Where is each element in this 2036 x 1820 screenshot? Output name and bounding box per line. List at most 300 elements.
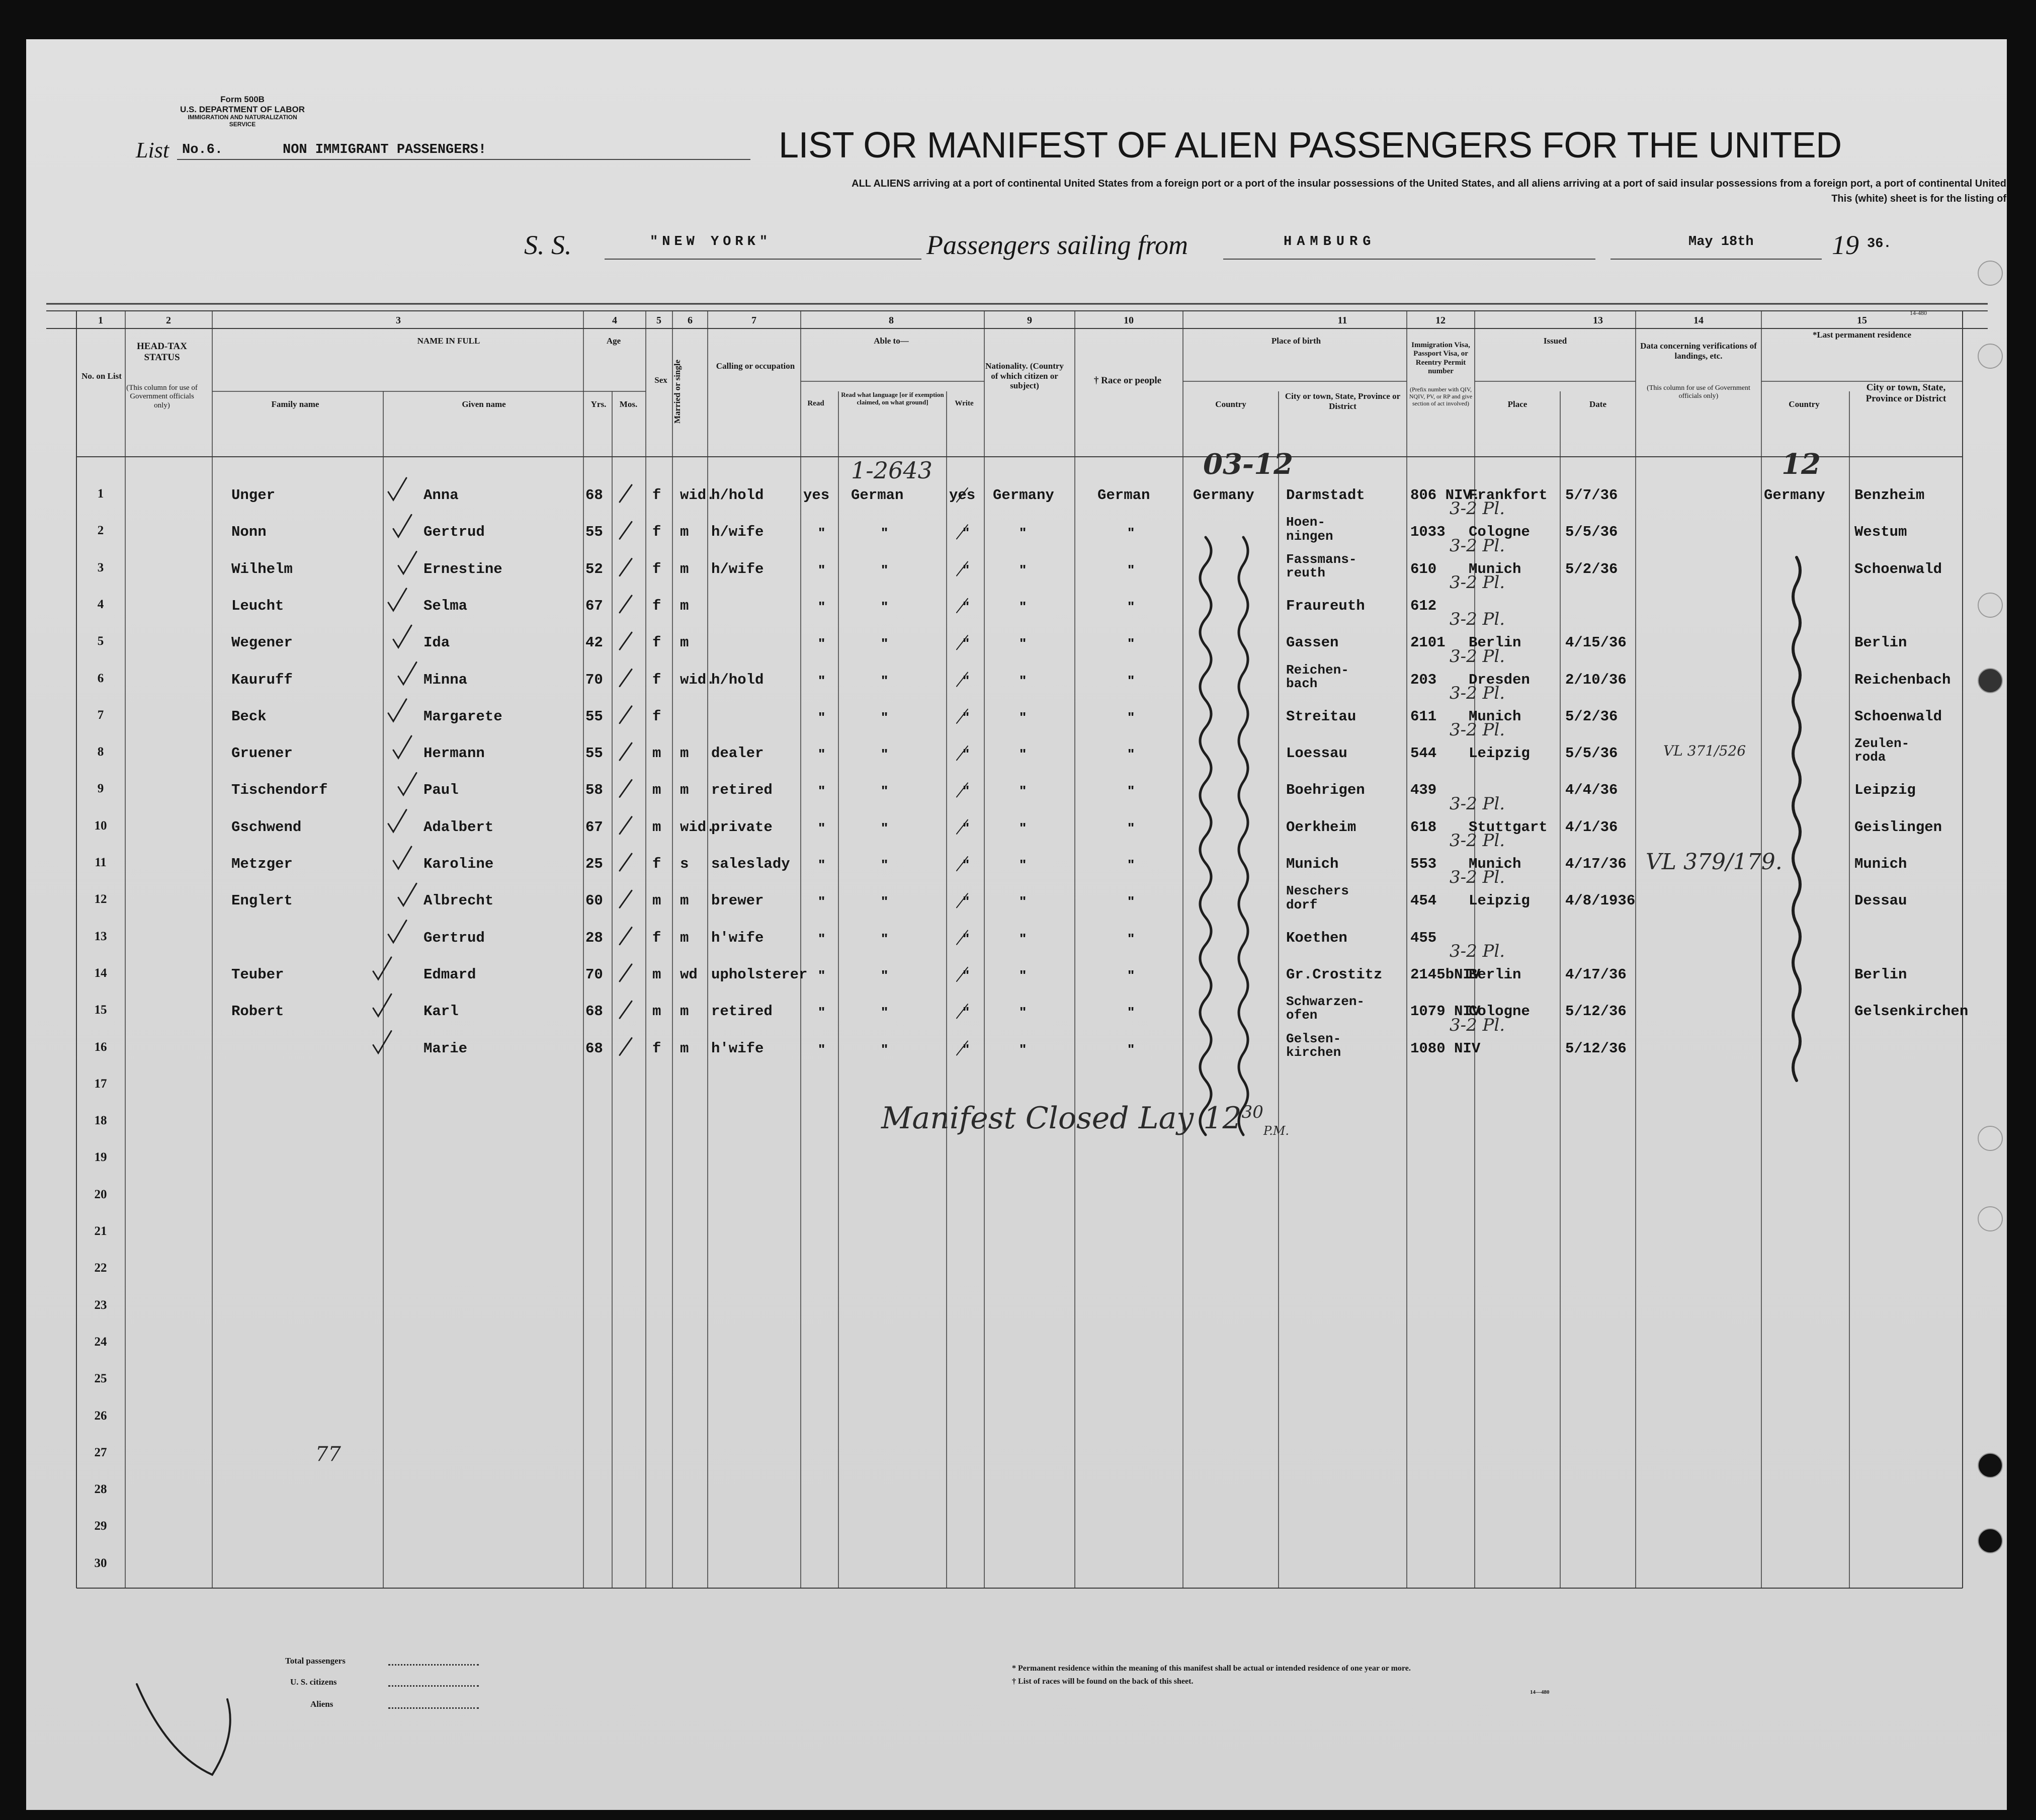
cell-res-country: Germany	[1764, 487, 1825, 504]
cell-visa: 553	[1410, 856, 1437, 872]
cell-ms: m	[680, 892, 689, 909]
cell-sex: m	[652, 892, 661, 909]
header-country: Country	[1215, 399, 1246, 409]
time-subscript: P.M.	[1263, 1124, 1290, 1138]
cell-occ: retired	[711, 782, 773, 799]
cell-sex: f	[652, 929, 661, 946]
cell-given: Selma	[423, 597, 468, 614]
cell-res-city: Benzheim	[1854, 487, 1925, 504]
department-name: U.S. DEPARTMENT OF LABOR	[180, 104, 305, 114]
row-number: 9	[97, 782, 104, 796]
ditto-mark: "	[818, 1004, 825, 1020]
header-residence-city: City or town, State, Province or District	[1865, 382, 1946, 404]
cell-res-city: Geislingen	[1854, 818, 1942, 836]
port-underline	[1223, 259, 1595, 260]
corner-code: 14-480	[1910, 309, 1927, 316]
ditto-mark: "	[963, 635, 970, 651]
cell-ms: wid.	[680, 818, 715, 836]
visa-class-note: 3-2 Pl.	[1450, 683, 1505, 703]
cell-age: 52	[585, 560, 603, 577]
age-slash-mark	[620, 596, 632, 613]
ditto-mark: "	[1128, 857, 1135, 872]
punch-hole	[1978, 1206, 2003, 1231]
cell-sex: f	[652, 560, 661, 577]
header-no-on-list: No. on List	[81, 371, 122, 381]
date-underline	[1610, 259, 1822, 260]
cell-given: Ernestine	[423, 560, 502, 577]
column-number: 2	[166, 315, 171, 326]
ditto-mark: "	[1128, 561, 1135, 577]
check-mark	[388, 699, 406, 721]
birth-note-annotation: 03-12	[1203, 448, 1294, 481]
cell-res-city: Zeulen- roda	[1854, 736, 1910, 765]
ditto-mark: "	[881, 857, 888, 872]
ditto-mark: "	[881, 1004, 888, 1020]
row-number: 11	[95, 856, 107, 869]
check-mark	[388, 478, 406, 500]
cell-city: Loessau	[1286, 745, 1347, 762]
list-label: List	[136, 138, 169, 162]
age-slash-mark	[620, 928, 632, 945]
ditto-mark: "	[1020, 893, 1027, 909]
row-number: 4	[97, 597, 104, 611]
ditto-mark: "	[818, 783, 825, 799]
ditto-mark: "	[881, 967, 888, 983]
cell-res-city: Schoenwald	[1854, 708, 1942, 725]
cell-city: Fassmans- reuth	[1286, 551, 1357, 581]
ditto-mark: "	[963, 746, 970, 762]
sailing-label: Passengers sailing from	[926, 230, 1189, 260]
cert-number-annotation: 1-2643	[851, 457, 932, 484]
cell-visa: 2145bNIV	[1410, 966, 1481, 983]
cell-occ: h/hold	[711, 487, 764, 504]
cell-read: yes	[803, 487, 830, 504]
ditto-mark: "	[818, 1041, 825, 1057]
punch-hole	[1978, 261, 2003, 286]
ditto-mark: "	[963, 598, 970, 614]
cell-place: Munich	[1469, 856, 1521, 872]
row-number: 1	[97, 487, 104, 501]
column-number: 15	[1857, 315, 1867, 326]
cell-occ: h/wife	[711, 560, 764, 577]
ditto-mark: "	[963, 561, 970, 577]
visa-class-note: 3-2 Pl.	[1450, 1015, 1505, 1035]
row-number: 27	[94, 1445, 107, 1459]
row-number: 14	[94, 966, 107, 980]
ditto-mark: "	[1128, 709, 1135, 725]
header-landing-note: (This column for use of Government officials only)	[1647, 384, 1750, 400]
ditto-mark: "	[1020, 819, 1027, 836]
cell-given: Anna	[423, 487, 459, 504]
cell-family: Unger	[231, 487, 276, 504]
cell-age: 58	[585, 782, 603, 799]
cell-ms: wd	[680, 966, 698, 983]
check-mark	[373, 1031, 391, 1053]
cell-sex: f	[652, 671, 661, 688]
ditto-mark: "	[1128, 967, 1135, 983]
cell-sex: m	[652, 745, 661, 762]
row-number: 25	[94, 1372, 107, 1386]
check-mark	[373, 994, 391, 1016]
row-number: 8	[97, 745, 104, 759]
ditto-mark: "	[1020, 967, 1027, 983]
ditto-mark: "	[818, 525, 825, 541]
ditto-mark: "	[818, 598, 825, 614]
header-residence-country: Country	[1789, 399, 1820, 409]
ditto-mark: "	[963, 893, 970, 909]
cell-ms: m	[680, 929, 689, 946]
ditto-mark: "	[963, 1041, 970, 1057]
cell-ms: m	[680, 597, 689, 614]
ditto-mark: "	[1128, 746, 1135, 762]
ditto-mark: "	[881, 635, 888, 651]
punch-hole	[1978, 1126, 2003, 1151]
row-number: 15	[94, 1003, 107, 1017]
cell-race: German	[1097, 487, 1150, 504]
age-slash-mark	[620, 890, 632, 907]
ditto-mark: "	[1020, 1004, 1027, 1020]
cell-occ: saleslady	[711, 856, 790, 872]
cell-ms: m	[680, 524, 689, 541]
cell-given: Gertrud	[423, 929, 485, 946]
cell-date: 5/5/36	[1565, 745, 1618, 762]
ditto-mark: "	[881, 525, 888, 541]
age-slash-mark	[620, 1038, 632, 1055]
ditto-mark: "	[963, 857, 970, 872]
cell-city: Streitau	[1286, 708, 1356, 725]
cell-age: 67	[585, 597, 603, 614]
cell-given: Ida	[423, 634, 450, 651]
ditto-mark: "	[1128, 1004, 1135, 1020]
check-mark	[398, 663, 416, 685]
list-number: No.6.	[182, 142, 223, 157]
cell-city: Schwarzen- ofen	[1286, 994, 1365, 1023]
ditto-mark: "	[1128, 819, 1135, 836]
ditto-mark: "	[963, 1004, 970, 1020]
cell-place: Leipzig	[1469, 892, 1530, 909]
row-number: 7	[97, 708, 104, 722]
header-place-of-birth: Place of birth	[1271, 336, 1321, 346]
cell-city: Gelsen- kirchen	[1286, 1031, 1341, 1060]
footer-code: 14—480	[1530, 1689, 1550, 1695]
row-number: 28	[94, 1482, 107, 1497]
column-number: 4	[612, 315, 617, 326]
cell-res-city: Munich	[1854, 856, 1907, 872]
cell-city: Gassen	[1286, 634, 1339, 651]
cell-ms: m	[680, 1003, 689, 1020]
cell-given: Gertrud	[423, 524, 485, 541]
ditto-mark: "	[818, 635, 825, 651]
ditto-mark: "	[818, 857, 825, 872]
visa-class-note: 3-2 Pl.	[1450, 831, 1505, 851]
cell-place: Cologne	[1469, 1003, 1530, 1020]
cell-given: Karoline	[423, 856, 494, 872]
cell-occ: h/hold	[711, 671, 764, 688]
visa-class-note: 3-2 Pl.	[1450, 941, 1505, 961]
header-issued: Issued	[1543, 336, 1567, 346]
ditto-mark: "	[1128, 635, 1135, 651]
age-slash-mark	[620, 743, 632, 760]
ditto-mark: "	[963, 930, 970, 946]
cell-visa: 439	[1410, 782, 1437, 799]
cell-visa: 806 NIV.	[1410, 487, 1481, 504]
cell-ms: m	[680, 1040, 689, 1057]
ditto-mark: "	[1128, 930, 1135, 946]
cell-age: 68	[585, 1040, 603, 1057]
footnote-races: † List of races will be found on the back of this sheet.	[1012, 1677, 1194, 1686]
cell-res-city: Reichenbach	[1854, 671, 1951, 688]
row-number: 22	[94, 1261, 107, 1275]
cell-sex: m	[652, 1003, 661, 1020]
footnote-residence: * Permanent residence within the meaning of this manifest shall be actual or intended residence of one year or more.	[1012, 1664, 1411, 1673]
age-slash-mark	[620, 964, 632, 981]
cell-ms: wid.	[680, 671, 715, 688]
cell-city: Reichen- bach	[1286, 662, 1349, 691]
cell-visa: 610	[1410, 560, 1437, 577]
ditto-wavy-line	[1200, 537, 1211, 1135]
cell-given: Margarete	[423, 708, 502, 725]
check-mark	[393, 515, 411, 537]
ditto-mark: "	[1020, 857, 1027, 872]
cell-sex: f	[652, 1040, 661, 1057]
age-slash-mark	[620, 854, 632, 871]
header-family-name: Family name	[271, 399, 319, 409]
age-slash-mark	[620, 522, 632, 539]
ditto-mark: "	[818, 746, 825, 762]
age-slash-mark	[620, 632, 632, 649]
ditto-mark: "	[1128, 1041, 1135, 1057]
ditto-mark: "	[818, 893, 825, 909]
cell-date: 4/15/36	[1565, 634, 1627, 651]
visa-class-note: 3-2 Pl.	[1450, 609, 1505, 630]
age-slash-mark	[620, 780, 632, 797]
ditto-wavy-line	[1793, 557, 1800, 1081]
ditto-mark: "	[963, 967, 970, 983]
cell-age: 68	[585, 487, 603, 504]
age-slash-mark	[620, 1001, 632, 1018]
column-number: 10	[1124, 315, 1134, 326]
ditto-mark: "	[963, 783, 970, 799]
row-number: 2	[97, 524, 104, 538]
column-number: 12	[1435, 315, 1446, 326]
cell-res-city: Berlin	[1854, 966, 1907, 983]
aliens-dotted-line	[388, 1707, 479, 1709]
ditto-mark: "	[818, 967, 825, 983]
ditto-mark: "	[963, 709, 970, 725]
punch-hole	[1978, 1528, 2003, 1553]
visa-class-note: 3-2 Pl.	[1450, 867, 1505, 888]
cell-date: 2/10/36	[1565, 671, 1627, 688]
cell-visa: 611	[1410, 708, 1437, 725]
cell-place: Berlin	[1469, 634, 1521, 651]
check-mark	[388, 810, 406, 832]
row-number: 3	[97, 560, 104, 574]
cell-ms: m	[680, 634, 689, 651]
cell-visa: 618	[1410, 818, 1437, 836]
header-read: Read	[807, 399, 824, 407]
row-number: 17	[94, 1077, 107, 1091]
cell-family: Kauruff	[231, 671, 293, 688]
cell-given: Edmard	[423, 966, 476, 983]
manifest-sheet	[26, 39, 2007, 1810]
header-race: † Race or people	[1093, 375, 1162, 386]
service-name: IMMIGRATION AND NATURALIZATION SERVICE	[188, 114, 297, 128]
cell-age: 25	[585, 856, 603, 872]
cell-age: 42	[585, 634, 603, 651]
departure-port: HAMBURG	[1284, 234, 1376, 250]
cell-sex: f	[652, 856, 661, 872]
ship-name: "NEW YORK"	[650, 234, 772, 250]
cell-occ: brewer	[711, 892, 764, 909]
cell-city: Gr.Crostitz	[1286, 966, 1383, 983]
column-number: 8	[889, 315, 894, 326]
punch-hole	[1978, 344, 2003, 369]
row-number: 18	[94, 1114, 107, 1128]
cell-city: Boehrigen	[1286, 782, 1365, 799]
column-number: 5	[656, 315, 661, 326]
ditto-mark: "	[881, 672, 888, 688]
cell-city: Darmstadt	[1286, 487, 1365, 504]
ditto-mark: "	[818, 672, 825, 688]
table-grid	[26, 39, 2007, 1810]
age-slash-mark	[620, 559, 632, 576]
cell-visa: 1079 NIV	[1410, 1003, 1481, 1020]
cell-date: 4/4/36	[1565, 782, 1618, 799]
cell-date: 5/12/36	[1565, 1040, 1627, 1057]
cell-res-city: Berlin	[1854, 634, 1907, 651]
cell-country: Germany	[1193, 487, 1254, 504]
intro-line-2: This (white) sheet is for the listing of	[1831, 193, 2006, 204]
cell-family: Gschwend	[231, 818, 302, 836]
cell-res-city: Schoenwald	[1854, 560, 1942, 577]
cell-occ: private	[711, 818, 773, 836]
cell-sex: f	[652, 524, 661, 541]
visa-class-note: 3-2 Pl.	[1450, 720, 1505, 740]
header-married: Married or single	[672, 359, 682, 424]
header-sex: Sex	[654, 375, 667, 385]
ditto-mark: "	[1128, 783, 1135, 799]
cell-ms: m	[680, 560, 689, 577]
footer-us-citizens: U. S. citizens	[290, 1677, 337, 1687]
cell-family: Beck	[231, 708, 267, 725]
cell-sex: f	[652, 634, 661, 651]
ditto-mark: "	[1020, 672, 1027, 688]
cell-age: 28	[585, 929, 603, 946]
cell-given: Hermann	[423, 745, 485, 762]
punch-hole	[1978, 668, 2003, 693]
footer-total-passengers: Total passengers	[285, 1656, 346, 1666]
row-number: 26	[94, 1409, 107, 1423]
header-age: Age	[606, 336, 621, 346]
ditto-mark: "	[1128, 598, 1135, 614]
cell-date: 4/1/36	[1565, 818, 1618, 836]
ditto-mark: "	[1020, 635, 1027, 651]
header-read-language: Read what language [or if exemption claimed, on what ground]	[841, 391, 944, 406]
cell-given: Paul	[423, 782, 459, 799]
ditto-mark: "	[1128, 672, 1135, 688]
signature-text: Manifest Closed Lay 12	[881, 1101, 1242, 1136]
cell-given: Minna	[423, 671, 468, 688]
cell-nat: Germany	[993, 487, 1054, 504]
ss-label: S. S.	[524, 230, 572, 260]
column-number: 3	[396, 315, 401, 326]
cell-age: 55	[585, 708, 603, 725]
ditto-mark: "	[1128, 525, 1135, 541]
page-title: LIST OR MANIFEST OF ALIEN PASSENGERS FOR THE UNITED	[779, 125, 1842, 166]
visa-class-note: 3-2 Pl.	[1450, 646, 1505, 667]
cell-place: Frankfort	[1469, 487, 1548, 504]
cell-sex: f	[652, 597, 661, 614]
age-slash-mark	[620, 670, 632, 687]
ditto-mark: "	[963, 819, 970, 836]
column-number: 6	[688, 315, 693, 326]
cell-date: 5/5/36	[1565, 524, 1618, 541]
cell-family: Teuber	[231, 966, 284, 983]
visa-class-note: 3-2 Pl.	[1450, 535, 1505, 556]
cell-date: 5/12/36	[1565, 1003, 1627, 1020]
row-number: 21	[94, 1224, 107, 1238]
ditto-mark: "	[1020, 930, 1027, 946]
cell-visa: 2101	[1410, 634, 1446, 651]
ditto-mark: "	[881, 893, 888, 909]
cell-place: Cologne	[1469, 524, 1530, 541]
manifest-closed-signature	[881, 1101, 1289, 1138]
cell-occ: h'wife	[711, 1040, 764, 1057]
age-slash-mark	[620, 817, 632, 834]
cell-place: Stuttgart	[1469, 818, 1548, 836]
cell-ms: m	[680, 782, 689, 799]
cell-date: 4/8/1936	[1565, 892, 1636, 909]
cell-family: Robert	[231, 1003, 284, 1020]
cell-occ: dealer	[711, 745, 764, 762]
form-identifier	[177, 95, 308, 128]
row-number: 13	[94, 929, 107, 943]
cell-occ: upholsterer	[711, 966, 808, 983]
ditto-mark: "	[1020, 561, 1027, 577]
check-mark	[393, 625, 411, 647]
ditto-mark: "	[818, 561, 825, 577]
header-city: City or town, State, Province or District	[1285, 391, 1401, 411]
visa-class-note: 3-2 Pl.	[1450, 572, 1505, 593]
header-visa-note: (Prefix number with QIV, NQIV, PV, or RP and give section of act involved)	[1409, 386, 1473, 407]
footer-aliens: Aliens	[310, 1699, 333, 1709]
cell-family: Wilhelm	[231, 560, 293, 577]
header-able-to: Able to—	[874, 336, 909, 346]
cell-ms: wid.	[680, 487, 715, 504]
check-mark	[398, 552, 416, 574]
cell-visa: 1080 NIV	[1410, 1040, 1481, 1057]
cell-visa: 455	[1410, 929, 1437, 946]
cell-res-city: Dessau	[1854, 892, 1907, 909]
ditto-mark: "	[963, 672, 970, 688]
cell-city: Fraureuth	[1286, 597, 1365, 614]
check-mark	[373, 957, 391, 979]
visa-class-note: 3-2 Pl.	[1450, 793, 1505, 814]
cell-date: 4/17/36	[1565, 856, 1627, 872]
row-number: 23	[94, 1298, 107, 1312]
residence-note-annotation: 12	[1782, 448, 1821, 481]
cell-family: Wegener	[231, 634, 293, 651]
cell-occ: retired	[711, 1003, 773, 1020]
cell-family: Metzger	[231, 856, 293, 872]
ditto-mark: "	[881, 709, 888, 725]
header-name-in-full: NAME IN FULL	[417, 336, 480, 346]
cell-date: 5/7/36	[1565, 487, 1618, 504]
column-number: 1	[98, 315, 103, 326]
cell-age: 60	[585, 892, 603, 909]
ditto-wavy-line	[1239, 537, 1248, 1135]
cell-date: 4/17/36	[1565, 966, 1627, 983]
